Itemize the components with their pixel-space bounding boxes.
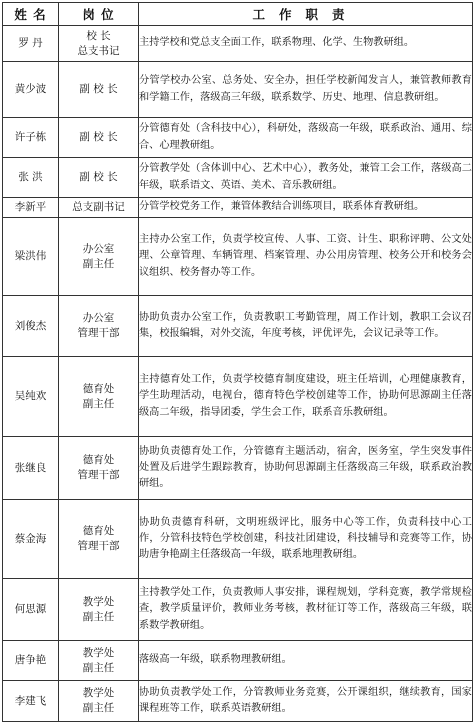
post-title: 教学处 [82,687,115,699]
post-title: 副主任 [82,257,115,270]
post-title: 教学处 [82,595,115,608]
post-title: 办公室 [82,242,115,255]
post-cell [59,198,139,218]
post-cell [59,641,139,681]
header-row [3,3,473,26]
post-title: 副主任 [82,397,115,410]
table-row [3,437,473,500]
post-cell [59,437,139,500]
post-cell [59,296,139,357]
table-row [3,579,473,641]
duty-description: 主持教学处工作，负责教师人事安排，课程规划，学科竞赛，教学常规检查，教学质量评价，教师业务考核，教材征订等工作，落级高三年级，联系数学教研组。 [139,579,473,641]
person-name: 唐争艳 [3,641,59,681]
person-name: 吴纯欢 [3,357,59,437]
post-title: 副主任 [82,661,115,674]
table-row [3,500,473,579]
duty-description: 分管学校党务工作，兼管体教结合训练项目，联系体育教研组。 [139,198,473,218]
table-row [3,62,473,118]
post-title: 副主任 [82,610,115,623]
post-cell [59,62,139,118]
duty-description: 协助负责德育科研，文明班级评比，服务中心等工作，负责科技中心工作，分管科技特色学校创建，科技社团建设，科技辅导和竞赛等工作，协助唐争艳副主任落级高一年级，联系地理教研组。 [139,500,473,579]
person-name: 李新平 [3,198,59,218]
post-title: 校 长 [86,29,111,42]
post-cell [59,118,139,158]
post-cell [59,158,139,198]
post-title: 德育处 [82,382,115,395]
duty-description: 分管学校办公室、总务处、安全办，担任学校新闻发言人，兼管教师教育和学籍工作，落级高三年级，联系数学、历史、地理、信息教研组。 [139,62,473,118]
post-title: 德育处 [82,454,115,466]
table-row [3,641,473,681]
person-name: 梁洪伟 [3,218,59,296]
post-title: 教学处 [82,646,115,659]
person-name: 张继良 [3,437,59,500]
post-title: 管理干部 [77,469,120,481]
post-title: 副 校 长 [79,83,118,95]
duty-description: 协助负责教学处工作，分管教师业务竞赛，公开课组织，继续教育，国家课程班等工作，联系英语教研组。 [139,681,473,722]
header-duty: 工作职责 [139,3,473,26]
table-row [3,681,473,722]
person-name: 刘俊杰 [3,296,59,357]
post-cell [59,26,139,62]
post-title: 管理干部 [77,540,120,552]
post-title: 副 校 长 [79,131,118,143]
post-cell [59,579,139,641]
post-title: 办公室 [82,312,115,324]
post-title: 管理干部 [77,327,120,339]
table-row [3,118,473,158]
post-cell [59,681,139,722]
header-name: 姓 名 [3,3,59,26]
post-title: 总支副书记 [72,201,125,213]
header-post: 岗 位 [59,3,139,26]
duty-description: 协助负责办公室工作，负责教职工考勤管理，周工作计划，教职工会议召集，校报编辑，对外交流，年度考核，评优评先，会议记录等工作。 [139,296,473,357]
person-name: 黄少波 [3,62,59,118]
post-title: 副 校 长 [79,171,118,183]
duty-description: 分管教学处（含体训中心、艺术中心），教务处，兼管工会工作，落级高二年级，联系语文、英语、美术、音乐教研组。 [139,158,473,198]
table-row [3,296,473,357]
person-name: 何思源 [3,579,59,641]
table-row [3,158,473,198]
post-title: 总支书记 [77,44,120,57]
table-row [3,198,473,218]
person-name: 罗 丹 [3,26,59,62]
duty-description: 落级高一年级，联系物理教研组。 [139,641,473,681]
table-row [3,218,473,296]
duty-description: 主持办公室工作，负责学校宣传、人事、工资、计生、职称评聘、公文处理、公章管理、车辆管理、档案管理、办公用房管理、校务公开和校务会议组织、校务督办等工作。 [139,218,473,296]
person-name: 张 洪 [3,158,59,198]
post-cell [59,357,139,437]
person-name: 蔡金海 [3,500,59,579]
duty-table [2,2,473,722]
table-row [3,357,473,437]
table-row [3,26,473,62]
post-cell [59,218,139,296]
duty-description: 主持学校和党总支全面工作，联系物理、化学、生物教研组。 [139,26,473,62]
person-name: 许子栋 [3,118,59,158]
post-cell [59,500,139,579]
person-name: 李建飞 [3,681,59,722]
duty-description: 协助负责德育处工作，分管德育主题活动，宿舍，医务室，学生突发事件处置及后进学生跟踪教育，协助何思源副主任落级高三年级，联系政治教研组。 [139,437,473,500]
post-title: 副主任 [82,702,115,714]
duty-description: 分管德育处（含科技中心），科研处，落级高一年级，联系政治、通用、综合、心理教研组。 [139,118,473,158]
duty-description: 主持德育处工作，负责学校德育制度建设，班主任培训，心理健康教育，学生助理活动，电视台，德育特色学校创建等工作，协助何思源副主任落级高二年级，指导团委，学生会工作，联系音乐教研组。 [139,357,473,437]
post-title: 德育处 [82,525,115,537]
